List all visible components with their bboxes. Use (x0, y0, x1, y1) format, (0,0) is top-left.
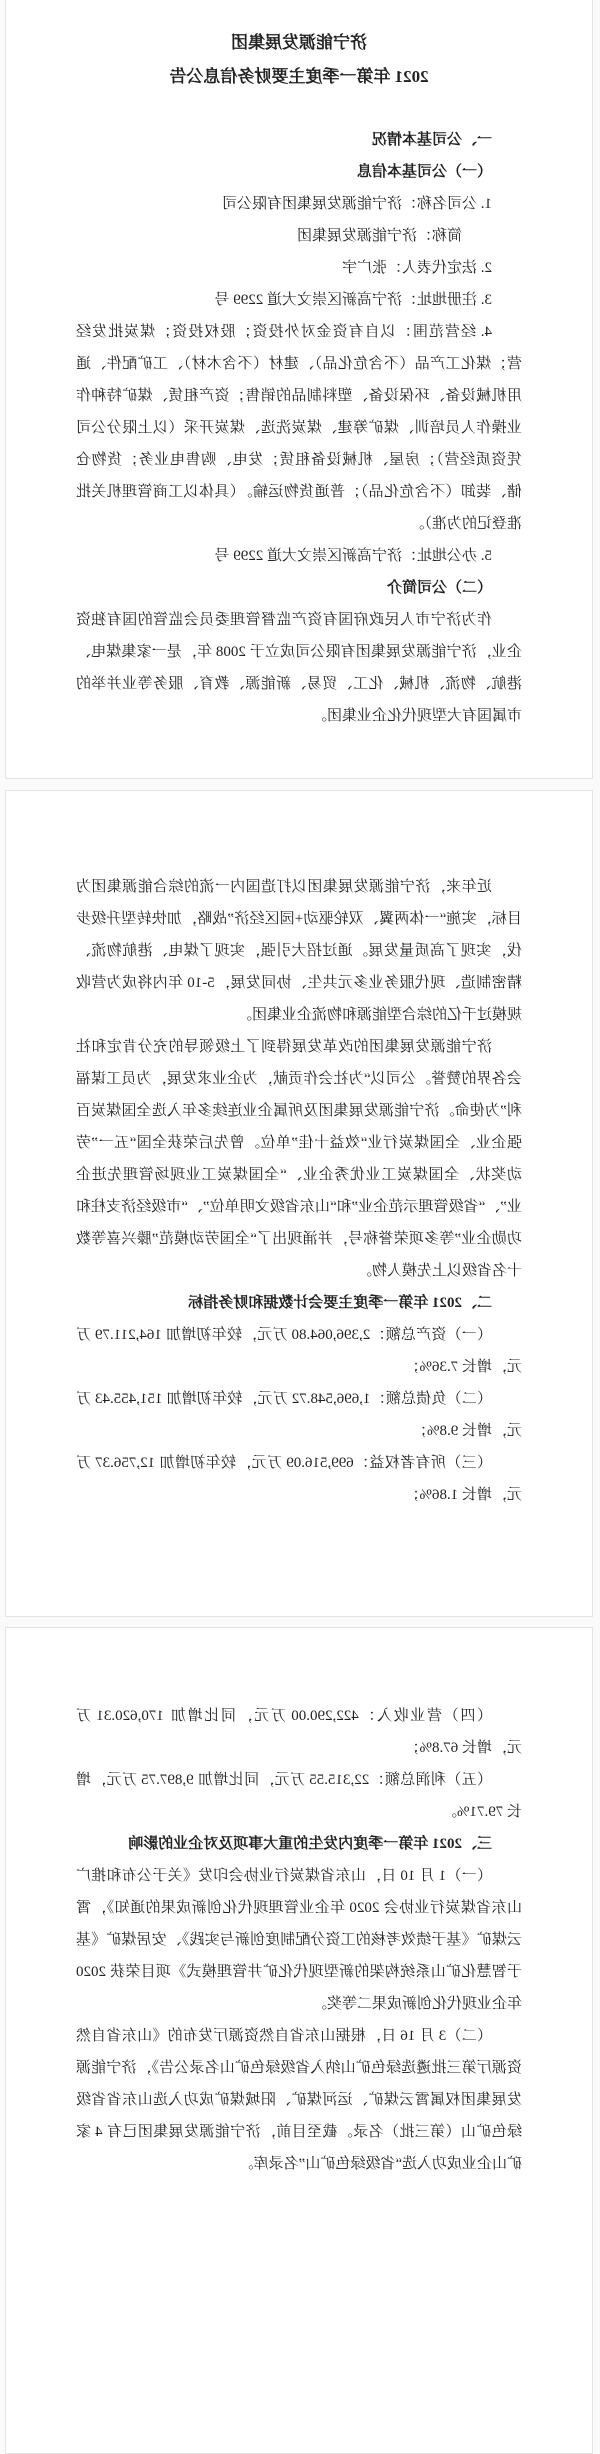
office-address-line: 5. 办公地址：济宁高新区崇文大道 2299 号 (214, 548, 492, 564)
strategy-paragraph: 近年来，济宁能源发展集团以打造国内一流的综合能源集团为目标，实施“一体两翼、双轮驱动+园区经济”战略，加快转型升级步伐，实现了高质量发展。通过招大引强，实现了煤电、港航物流、精密制造、现代服务业多元共生、协同发展，5-10 年内将成为营收规模过千亿的综合型能源和物流企业集团。 (76, 879, 522, 1023)
honors-paragraph: 济宁能源发展集团的改革发展得到了上级领导的充分肯定和社会各界的赞誉。公司以“为社会作贡献，为企业求发展，为员工谋福利”为使命。济宁能源发展集团及所属企业连续多年入选全国煤炭百强企业、全国煤炭行业“效益十佳”单位。曾先后荣获全国“五一”劳动奖状、全国煤炭工业优秀企业、“全国煤炭工业现场管理先进企业”、“省级管理示范企业”和“山东省级文明单位”、“市级经济支柱和功勋企业”等多项荣誉称号，并涌现出了“全国劳动模范”滕兴喜等数十名省级以上先模人物。 (76, 1039, 522, 1279)
subsection-heading-1-1: （一）公司基本信息 (356, 164, 492, 180)
document-title: 济宁能源发展集团 (231, 33, 367, 52)
company-name-line: 1. 公司名称：济宁能源发展集团有限公司 (221, 196, 492, 212)
operating-revenue-line: （四）营业收入：422,290.00 万元，同比增加 170,620.31 万元，增长 67.8%； (76, 1708, 522, 1756)
section-heading-3: 三、2021 年第一季度内发生的重大事项及对企业的影响 (128, 1836, 492, 1852)
document-subtitle: 2021 年第一季度主要财务信息公告 (169, 67, 429, 86)
page-2-content (6, 791, 592, 1511)
total-profit-line: （五）利润总额：22,315.55 万元，同比增加 9,897.75 万元，增长 79.71%。 (76, 1772, 522, 1820)
section-heading-2: 二、2021 年第一季度主要会计数据和财务指标 (188, 1295, 492, 1311)
section-heading-1: 一、公司基本情况 (371, 132, 492, 148)
major-event-1-paragraph: （一）1 月 10 日，山东省煤炭行业协会印发《关于公布和推广山东省煤炭行业协会 2020 年企业管理现代化创新成果的通知》，霄云煤矿《基于绩效考核的工资分配制度创新与实践》、安居煤矿《基于智慧化矿山系统构架的新型现代化矿井管理模式》项目荣获 2020 年企业现代化创新成果二等奖。 (76, 1868, 522, 2012)
total-assets-line: （一）资产总额：2,396,064.80 万元，较年初增加 164,211.79 万元，增长 7.36%； (76, 1327, 522, 1375)
company-profile-paragraph: 作为济宁市人民政府国有资产监督管理委员会监管的国有独资企业，济宁能源发展集团有限公司成立于 2008 年，是一家集煤电、港航、物流、机械、化工、贸易、新能源、教育、服务等业并举的市属国有大型现代化企业集团。 (76, 612, 522, 724)
legal-representative-line: 2. 法定代表人：张广宇 (341, 260, 492, 276)
business-scope-paragraph: 4. 经营范围：以自有资金对外投资；股权投资；煤炭批发经营；煤化工产品（不含危化品）、建材（不含木材）、工矿配件、通用机械设备、环保设备、塑料制品的销售；资产租赁、煤矿特种作业操作人员培训、煤矿筹建、煤炭洗选、煤炭开采（以上限分公司凭资质经营）；房屋、机械设备租赁；发电、购售电业务；货物仓储、装卸（不含危化品）；普通货物运输。（具体以工商管理机关批准登记的为准）。 (76, 324, 522, 532)
owners-equity-line: （三）所有者权益：699,516.09 万元，较年初增加 12,756.37 万元，增长 1.86%； (76, 1455, 522, 1503)
document-page-1 (5, 0, 593, 779)
document-page-2 (5, 790, 593, 1617)
total-liabilities-line: （二）负债总额：1,696,548.72 万元，较年初增加 151,455.43 万元，增长 9.8%； (76, 1391, 522, 1439)
registered-address-line: 3. 注册地址：济宁高新区崇文大道 2299 号 (214, 292, 492, 308)
major-event-2-paragraph: （二）3 月 16 日，根据山东省自然资源厅发布的《山东省自然资源厅第三批遴选绿色矿山纳入省级绿色矿山名录公告》，济宁能源发展集团权属霄云煤矿、运河煤矿、阳城煤矿成功入选山东省省级绿色矿山（第三批）名录。截至目前，济宁能源发展集团已有 4 家矿山企业成功入选“省级绿色矿山”名录库。 (76, 2028, 522, 2172)
document-page-3 (5, 1627, 593, 2454)
subsection-heading-1-2: （二）公司简介 (386, 580, 492, 596)
company-short-name-line: 简称：济宁能源发展集团 (296, 228, 462, 244)
page-1-content (6, 0, 592, 732)
page-3-content (6, 1628, 592, 2180)
